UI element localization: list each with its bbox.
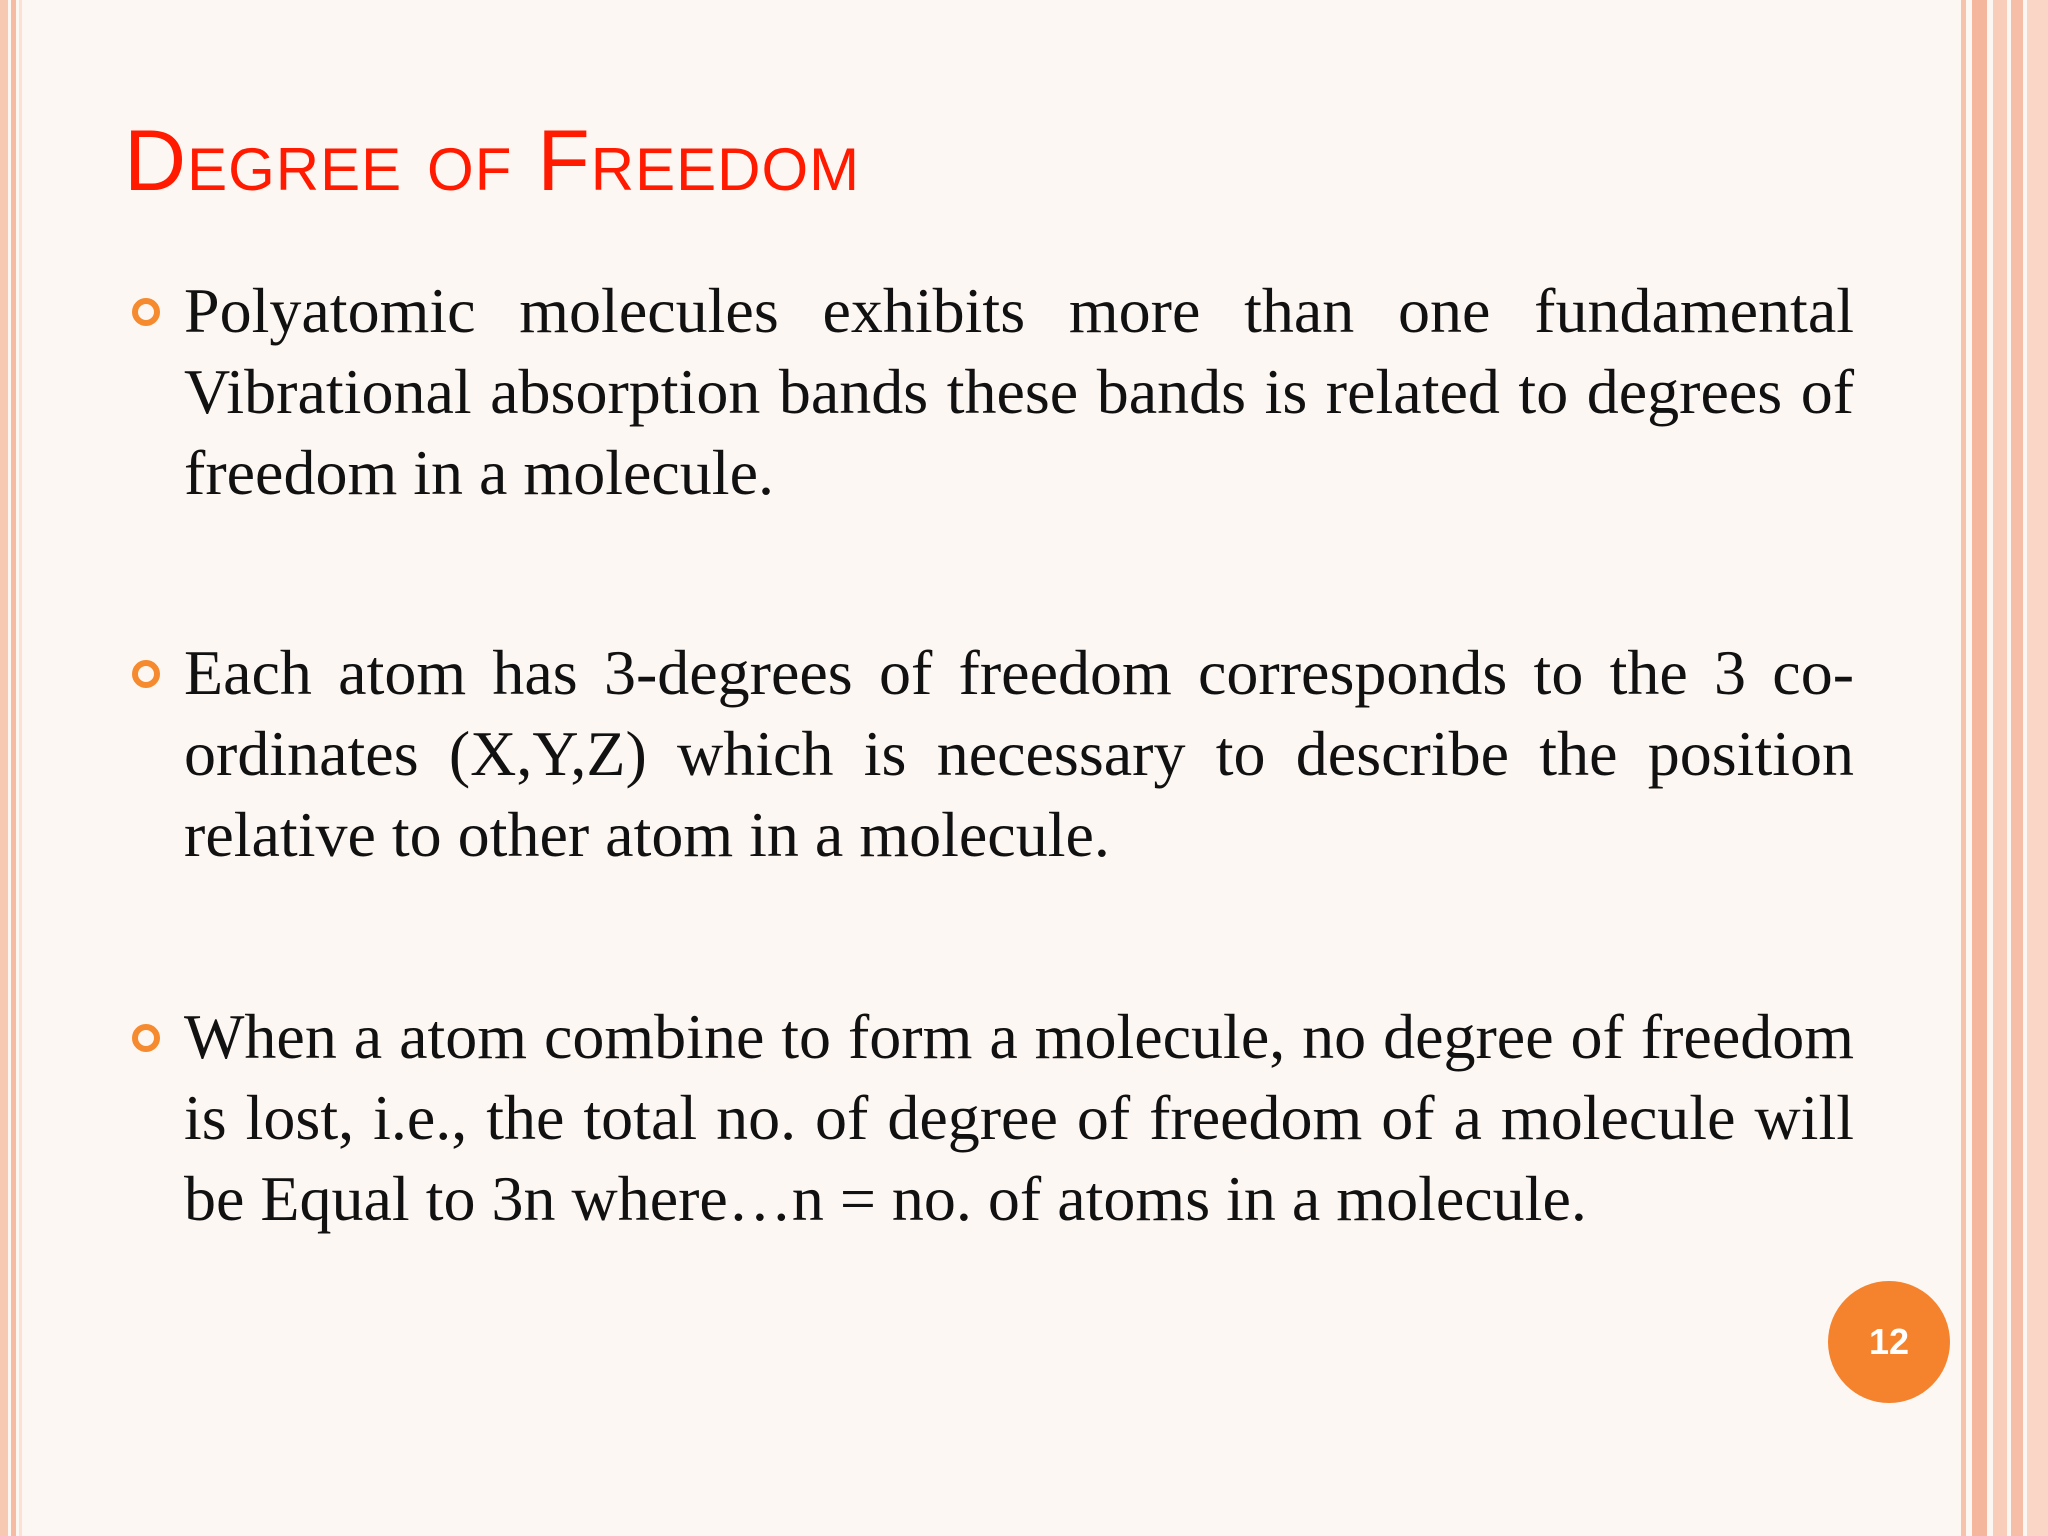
hollow-circle-bullet-icon (132, 660, 160, 688)
bullet-item (184, 632, 1854, 875)
right-border-stripe (1972, 0, 1987, 1536)
slide-title: Degree of Freedom (124, 113, 861, 209)
right-border-stripe (1961, 0, 1966, 1536)
page-number-badge: 12 (1828, 1281, 1950, 1403)
hollow-circle-bullet-icon (132, 298, 160, 326)
bullet-text: When a atom combine to form a molecule, no degree of freedom is lost, i.e., the total no. of degree of freedom of a molecule will be Equal to 3n where…n = no. of atoms in a molecule. (184, 1001, 1854, 1234)
left-border-stripe (11, 0, 16, 1536)
right-border-stripe (1993, 0, 2007, 1536)
bullet-item (184, 996, 1854, 1239)
hollow-circle-bullet-icon (132, 1024, 160, 1052)
bullet-item (184, 270, 1854, 513)
left-border-stripe (0, 0, 8, 1536)
bullet-text: Each atom has 3-degrees of freedom corresponds to the 3 co-ordinates (X,Y,Z) which is necessary to describe the position relative to other atom in a molecule. (184, 637, 1854, 870)
right-border-stripe (2027, 0, 2048, 1536)
bullet-text: Polyatomic molecules exhibits more than one fundamental Vibrational absorption bands these bands is related to degrees of freedom in a molecule. (184, 275, 1854, 508)
left-border-stripe (19, 0, 22, 1536)
right-border-stripe (2011, 0, 2023, 1536)
